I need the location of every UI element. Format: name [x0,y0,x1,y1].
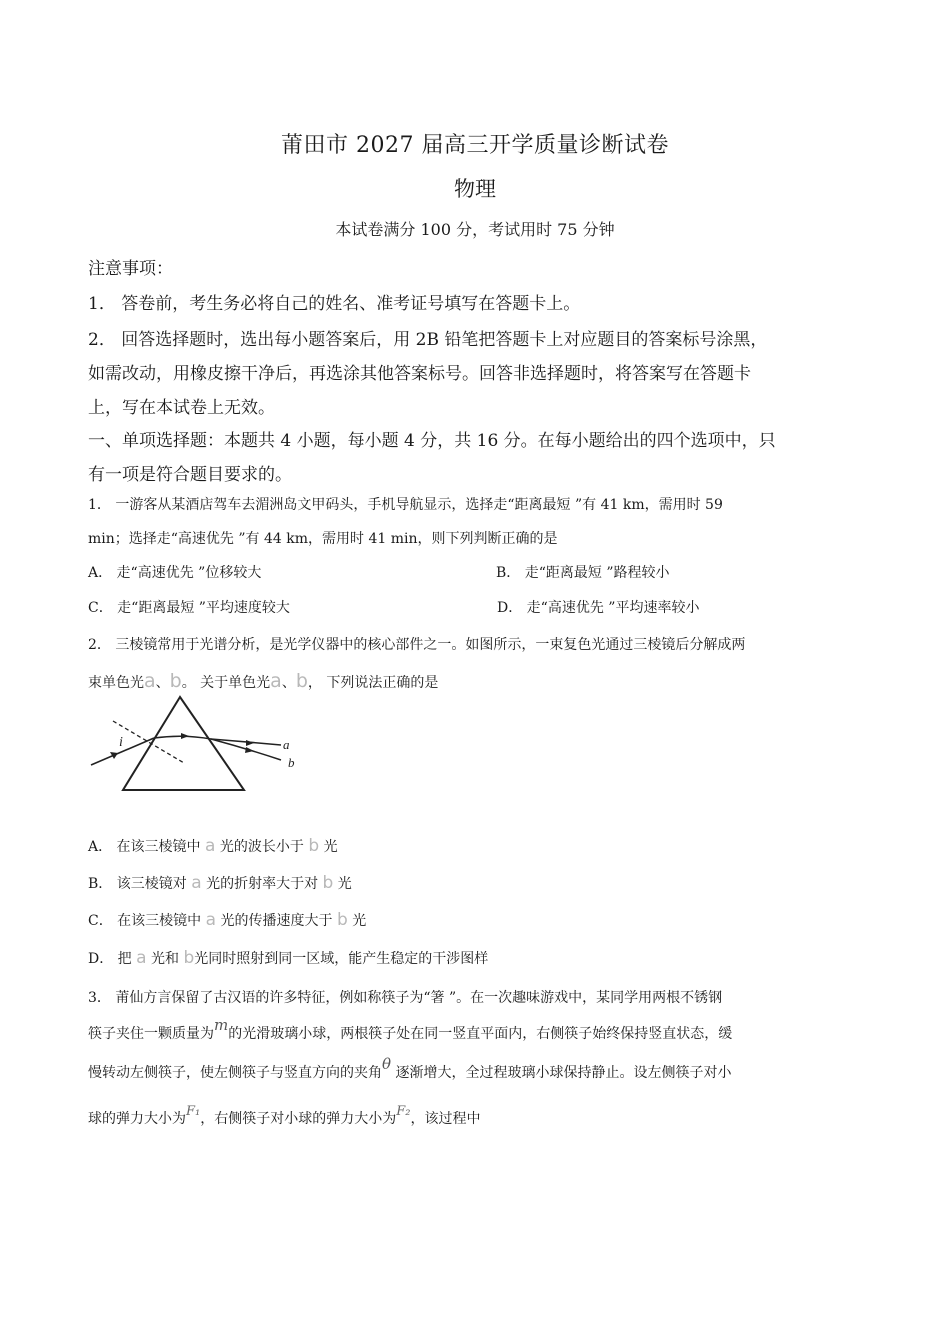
symbol-a: a [205,910,217,930]
q1-line-1: 1． 一游客从某酒店驾车去湄洲岛文甲码头，手机导航显示，选择走“距离最短 ”有 41 km，需用时 59 [88,497,723,513]
q1-option-c: C． 走“距离最短 ”平均速度较大 [88,600,290,616]
symbol-a: a [136,948,147,968]
symbol-b: b [308,836,320,856]
notes-item-2-line-2: 如需改动，用橡皮擦干净后，再选涂其他答案标号。回答非选择题时，将答案写在答题卡 [88,364,751,384]
q2-line-2: 束单色光a、b。 关于单色光a、b， 下列说法正确的是 [88,670,439,692]
exam-meta: 本试卷满分 100 分，考试用时 75 分钟 [335,220,615,239]
q3-line-4: 球的弹力大小为F₁，右侧筷子对小球的弹力大小为F₂，该过程中 [88,1104,481,1127]
q2-option-a: A． 在该三棱镜中 a 光的波长小于 b 光 [88,836,338,856]
q3-line-3: 慢转动左侧筷子，使左侧筷子与竖直方向的夹角θ 逐渐增大，全过程玻璃小球保持静止。设左侧筷子对小 [88,1055,732,1081]
q2-option-b: B． 该三棱镜对 a 光的折射率大于对 b 光 [88,873,352,893]
ray-b-arrow [245,747,254,753]
inner-arrow [181,733,189,739]
q2-option-c: C． 在该三棱镜中 a 光的传播速度大于 b 光 [88,910,367,930]
prism-diagram [88,694,303,794]
q2-option-d: D． 把 a 光和 b光同时照射到同一区域，能产生稳定的干涉图样 [88,948,489,968]
q1-line-2: min；选择走“高速优先 ”有 44 km，需用时 41 min，则下列判断正确的是 [88,531,558,547]
notes-item-1: 1． 答卷前，考生务必将自己的姓名、准考证号填写在答题卡上。 [88,294,581,314]
exam-title: 莆田市 2027 届高三开学质量诊断试卷 [281,133,669,158]
q1-option-d: D． 走“高速优先 ”平均速率较小 [497,600,700,616]
section-1-line-1: 一、单项选择题：本题共 4 小题，每小题 4 分，共 16 分。在每小题给出的四个选项中，只 [88,431,776,451]
symbol-a: a [205,836,216,856]
q3-line-2: 筷子夹住一颗质量为m的光滑玻璃小球，两根筷子处在同一竖直平面内，右侧筷子始终保持竖直状态，缓 [88,1016,733,1042]
symbol-a: a [270,670,282,692]
symbol-b: b [322,873,334,893]
symbol-b: b [295,670,308,692]
symbol-F1: F₁ [186,1104,201,1119]
symbol-b: b [336,910,348,930]
q1-option-a: A． 走“高速优先 ”位移较大 [88,565,262,581]
section-1-line-2: 有一项是符合题目要求的。 [88,465,292,485]
label-i: i [119,735,123,750]
symbol-theta: θ [382,1055,392,1073]
symbol-a: a [191,873,202,893]
ray-a-arrow [246,740,254,746]
symbol-b: b [183,948,195,968]
q3-line-1: 3． 莆仙方言保留了古汉语的许多特征，例如称筷子为“箸 ”。在一次趣味游戏中，某同学用两根不锈钢 [88,990,723,1006]
q1-option-b: B． 走“距离最短 ”路程较小 [496,565,670,581]
normal-dashed-line [113,721,184,763]
symbol-F2: F₂ [396,1104,411,1119]
symbol-a: a [144,670,156,692]
exam-subject: 物理 [454,177,496,201]
notes-item-2-line-3: 上，写在本试卷上无效。 [88,398,275,418]
notes-item-2-line-1: 2． 回答选择题时，选出每小题答案后，用 2B 铅笔把答题卡上对应题目的答案标号涂黑， [88,330,768,350]
symbol-m: m [214,1016,229,1034]
label-b: b [288,755,295,770]
q2-line-1: 2． 三棱镜常用于光谱分析，是光学仪器中的核心部件之一。如图所示，一束复色光通过三棱镜后分解成两 [88,637,746,653]
symbol-b: b [169,670,182,692]
notes-heading: 注意事项： [88,259,173,279]
label-a: a [283,737,290,752]
